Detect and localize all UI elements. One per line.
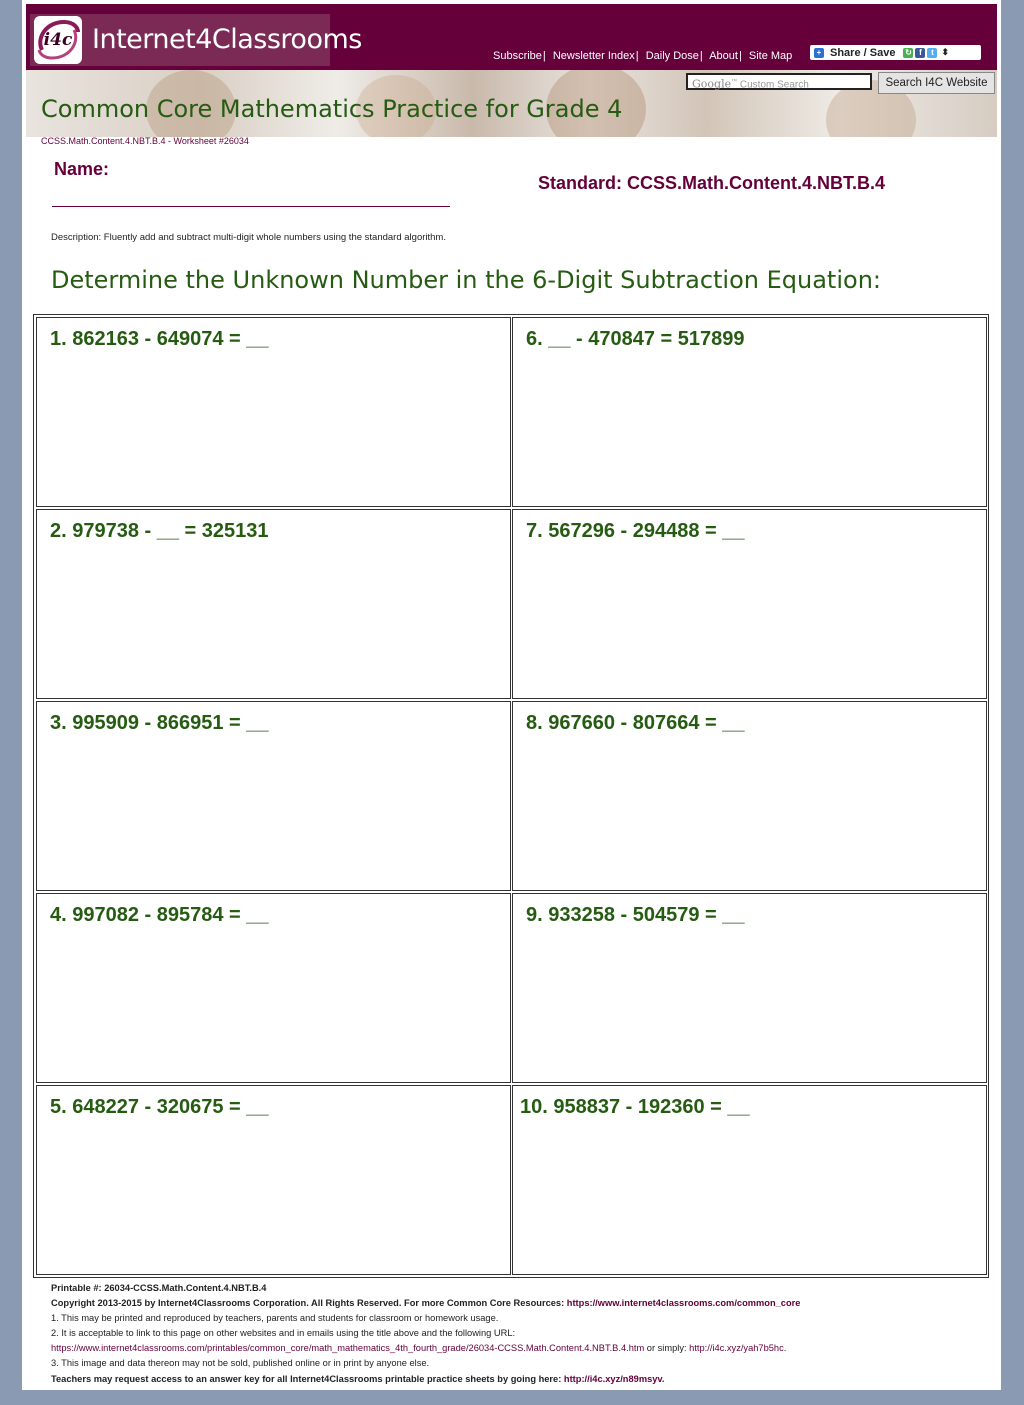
common-core-link[interactable]: https://www.internet4classrooms.com/common_core xyxy=(566,1298,801,1309)
short-url-link[interactable]: http://i4c.xyz/yah7b5hc. xyxy=(689,1343,787,1354)
problem-grid xyxy=(33,314,989,1278)
twitter-icon: t xyxy=(927,48,937,58)
nav-subscribe[interactable]: Subscribe xyxy=(493,50,542,62)
worksheet-url-link[interactable]: https://www.internet4classrooms.com/printables/common_core/math_mathematics_4th_fourth_grade/26034-CCSS.Math.Content.4.NBT.B.4.htm xyxy=(51,1343,645,1354)
plus-icon: + xyxy=(814,48,824,58)
name-line xyxy=(52,206,450,207)
instructions-heading: Determine the Unknown Number in the 6-Digit Subtraction Equation: xyxy=(51,266,881,294)
problem-cell xyxy=(36,701,511,891)
facebook-icon: f xyxy=(915,48,925,58)
masthead xyxy=(26,4,997,70)
problem-text: 3. 995909 - 866951 = __ xyxy=(50,712,269,734)
problem-text: 9. 933258 - 504579 = __ xyxy=(526,904,745,926)
top-nav: Subscribe| Newsletter Index| Daily Dose| About| Site Map xyxy=(493,50,793,62)
problem-cell xyxy=(36,893,511,1083)
problem-cell xyxy=(512,1085,987,1275)
answer-key-link[interactable]: http://i4c.xyz/n89msyv. xyxy=(563,1373,665,1384)
problem-cell xyxy=(36,317,511,507)
problem-text: 2. 979738 - __ = 325131 xyxy=(50,520,269,542)
nav-about[interactable]: About xyxy=(709,50,738,62)
problem-text: 8. 967660 - 807664 = __ xyxy=(526,712,745,734)
problem-cell xyxy=(512,701,987,891)
i4c-logo-icon: i4c xyxy=(34,16,82,64)
footer xyxy=(51,1281,991,1387)
worksheet-reference: CCSS.Math.Content.4.NBT.B.4 - Worksheet #26034 xyxy=(41,136,249,146)
problem-text: 4. 997082 - 895784 = __ xyxy=(50,904,269,926)
site-name: Internet4Classrooms xyxy=(92,24,362,55)
problem-cell xyxy=(36,509,511,699)
nav-daily-dose[interactable]: Daily Dose xyxy=(645,50,699,62)
problem-cell xyxy=(512,509,987,699)
problem-text: 6. __ - 470847 = 517899 xyxy=(526,328,745,350)
printable-number: Printable #: 26034-CCSS.Math.Content.4.NBT.B.4 xyxy=(51,1283,267,1293)
refresh-icon: ↻ xyxy=(905,47,912,57)
page xyxy=(22,0,1001,1390)
problem-cell xyxy=(512,317,987,507)
footer-note-2: 2. It is acceptable to link to this page on other websites and in emails using the title above and the following URL: xyxy=(51,1328,516,1339)
share-save-button[interactable]: + Share / Save ↻ f t ⬍ xyxy=(810,45,981,60)
problem-cell xyxy=(512,893,987,1083)
site-logo[interactable] xyxy=(30,14,362,66)
problem-text: 10. 958837 - 192360 = __ xyxy=(520,1096,750,1118)
footer-note-3: 3. This image and data thereon may not be sold, published online or in print by anyone else. xyxy=(51,1358,430,1369)
nav-site-map[interactable]: Site Map xyxy=(748,50,793,62)
problem-text: 5. 648227 - 320675 = __ xyxy=(50,1096,269,1118)
chevron-updown-icon: ⬍ xyxy=(941,47,949,57)
problem-text: 7. 567296 - 294488 = __ xyxy=(526,520,745,542)
copyright: Copyright 2013-2015 by Internet4Classrooms Corporation. All Rights Reserved. For more Common Core Resources: https://www.internet4classrooms.com/common_core xyxy=(51,1298,801,1309)
page-title: Common Core Mathematics Practice for Grade 4 xyxy=(41,95,623,123)
name-label: Name: xyxy=(54,159,110,179)
problem-cell xyxy=(36,1085,511,1275)
search-button[interactable]: Search I4C Website xyxy=(878,72,995,94)
footer-url-line: https://www.internet4classrooms.com/printables/common_core/math_mathematics_4th_fourth_grade/26034-CCSS.Math.Content.4.NBT.B.4.htm or simply: http://i4c.xyz/yah7b5hc. xyxy=(51,1343,787,1354)
problem-text: 1. 862163 - 649074 = __ xyxy=(50,328,269,350)
nav-newsletter-index[interactable]: Newsletter Index xyxy=(552,50,635,62)
footer-note-1: 1. This may be printed and reproduced by teachers, parents and students for classroom or homework usage. xyxy=(51,1313,499,1324)
description: Description: Fluently add and subtract multi-digit whole numbers using the standard algorithm. xyxy=(51,232,446,243)
search-input[interactable]: Google™ Custom Search xyxy=(686,73,872,90)
answer-key-note: Teachers may request access to an answer key for all Internet4Classrooms printable practice sheets by going here: http://i4c.xyz/n89msyv. xyxy=(51,1373,665,1384)
standard-label: Standard: CCSS.Math.Content.4.NBT.B.4 xyxy=(538,173,886,193)
